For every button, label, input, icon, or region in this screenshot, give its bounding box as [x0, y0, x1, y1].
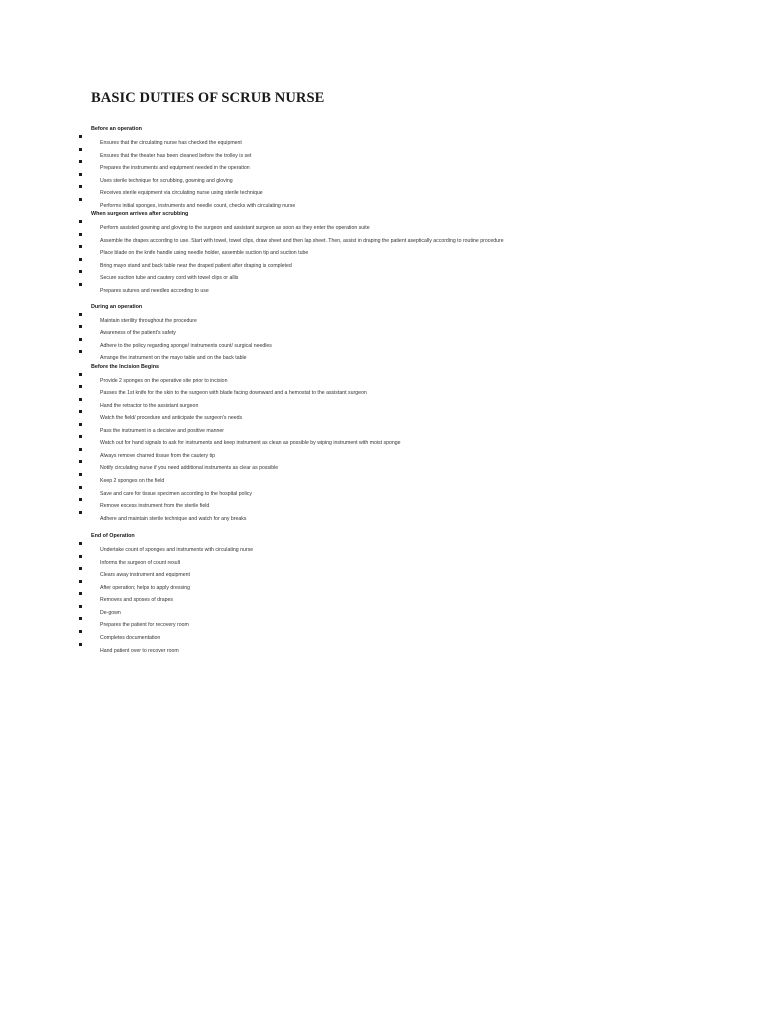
- square-bullet-icon: [79, 283, 82, 286]
- list-item: Remove excess instrument from the sterile field: [0, 504, 700, 512]
- square-bullet-icon: [79, 173, 82, 176]
- list-item: Undertake count of sponges and instruments with circulating nurse: [0, 548, 700, 556]
- list-item: Watch the field/ procedure and anticipate the surgeon's needs: [0, 416, 700, 424]
- list-item: Arrange the instrument on the mayo table and on the back table: [0, 356, 700, 364]
- list-item: Receives sterile equipment via circulating nurse using sterile technique: [0, 191, 700, 199]
- section-heading: End of Operation: [91, 533, 135, 539]
- square-bullet-icon: [79, 435, 82, 438]
- square-bullet-icon: [79, 555, 82, 558]
- square-bullet-icon: [79, 567, 82, 570]
- list-item: Prepares the instruments and equipment needed in the operation: [0, 166, 700, 174]
- list-item: Ensures that the circulating nurse has checked the equipment: [0, 141, 700, 149]
- list-item: Place blade on the knife handle using needle holder, assemble suction tip and suction tube: [0, 251, 700, 259]
- square-bullet-icon: [79, 160, 82, 163]
- square-bullet-icon: [79, 338, 82, 341]
- square-bullet-icon: [79, 185, 82, 188]
- list-item: Assemble the drapes according to use. Start with towel, towel clips, draw sheet and then lap sheet. Then, assist in draping the patient aseptically according to routine procedure: [0, 239, 700, 247]
- square-bullet-icon: [79, 498, 82, 501]
- document-title: BASIC DUTIES OF SCRUB NURSE: [91, 90, 325, 106]
- list-item: Maintain sterility throughout the procedure: [0, 319, 700, 327]
- square-bullet-icon: [79, 398, 82, 401]
- square-bullet-icon: [79, 448, 82, 451]
- list-item: Performs initial sponges, instruments and needle count, checks with circulating nurse: [0, 204, 700, 212]
- square-bullet-icon: [79, 350, 82, 353]
- list-item: After operation; helps to apply dressing: [0, 586, 700, 594]
- list-item: Hand patient over to recover room: [0, 649, 700, 657]
- list-item: Adhere to the policy regarding sponge/ instruments count/ surgical needles: [0, 344, 700, 352]
- list-item: Secure suction tube and cautery cord with towel clips or allis: [0, 276, 700, 284]
- list-item: Removes and sposes of drapes: [0, 598, 700, 606]
- square-bullet-icon: [79, 270, 82, 273]
- square-bullet-icon: [79, 605, 82, 608]
- square-bullet-icon: [79, 258, 82, 261]
- section-heading: When surgeon arrives after scrubbing: [91, 211, 189, 217]
- square-bullet-icon: [79, 245, 82, 248]
- square-bullet-icon: [79, 148, 82, 151]
- list-item: Hand the retractor to the assistant surgeon: [0, 404, 700, 412]
- square-bullet-icon: [79, 630, 82, 633]
- list-item: Pass the instrument in a decisive and positive manner: [0, 429, 700, 437]
- list-item: Clears away instrument and equipment: [0, 573, 700, 581]
- section-heading: Before the Incision Begins: [91, 364, 159, 370]
- list-item: Watch out for hand signals to ask for instruments and keep instrument as clean as possible by wiping instrument with moist sponge: [0, 441, 700, 449]
- list-item: Awareness of the patient's safety: [0, 331, 700, 339]
- square-bullet-icon: [79, 220, 82, 223]
- square-bullet-icon: [79, 643, 82, 646]
- square-bullet-icon: [79, 423, 82, 426]
- square-bullet-icon: [79, 325, 82, 328]
- list-item: Completes documentation: [0, 636, 700, 644]
- list-item: Prepares the patient for recovery room: [0, 623, 700, 631]
- square-bullet-icon: [79, 198, 82, 201]
- square-bullet-icon: [79, 542, 82, 545]
- list-item: Notify circulating nurse if you need additional instruments as clear as possible: [0, 466, 700, 474]
- list-item: Ensures that the theater has been cleaned before the trolley is set: [0, 154, 700, 162]
- square-bullet-icon: [79, 617, 82, 620]
- list-item: Bring mayo stand and back table near the draped patient after draping is completed: [0, 264, 700, 272]
- list-item: Adhere and maintain sterile technique and watch for any breaks: [0, 517, 700, 525]
- square-bullet-icon: [79, 460, 82, 463]
- list-item: Prepares sutures and needles according to use: [0, 289, 700, 297]
- section-heading: During an operation: [91, 304, 143, 310]
- list-item: Perform assisted gowning and gloving to the surgeon and assistant surgeon as soon as they enter the operation suite: [0, 226, 700, 234]
- square-bullet-icon: [79, 410, 82, 413]
- square-bullet-icon: [79, 373, 82, 376]
- section-heading: Before an operation: [91, 126, 142, 132]
- square-bullet-icon: [79, 486, 82, 489]
- list-item: Always remove charred tissue from the cautery tip: [0, 454, 700, 462]
- list-item: Uses sterile technique for scrubbing, gowning and gloving: [0, 179, 700, 187]
- list-item: De-gown: [0, 611, 700, 619]
- square-bullet-icon: [79, 473, 82, 476]
- list-item: Provide 2 sponges on the operative site prior to incision: [0, 379, 700, 387]
- list-item: Keep 2 sponges on the field: [0, 479, 700, 487]
- list-item: Informs the surgeon of count result: [0, 561, 700, 569]
- list-item: Save and care for tissue specimen according to the hospital policy: [0, 492, 700, 500]
- square-bullet-icon: [79, 580, 82, 583]
- square-bullet-icon: [79, 135, 82, 138]
- square-bullet-icon: [79, 592, 82, 595]
- square-bullet-icon: [79, 511, 82, 514]
- square-bullet-icon: [79, 233, 82, 236]
- list-item: Passes the 1st knife for the skin to the surgeon with blade facing downward and a hemostat to the assistant surgeon: [0, 391, 700, 399]
- square-bullet-icon: [79, 313, 82, 316]
- square-bullet-icon: [79, 385, 82, 388]
